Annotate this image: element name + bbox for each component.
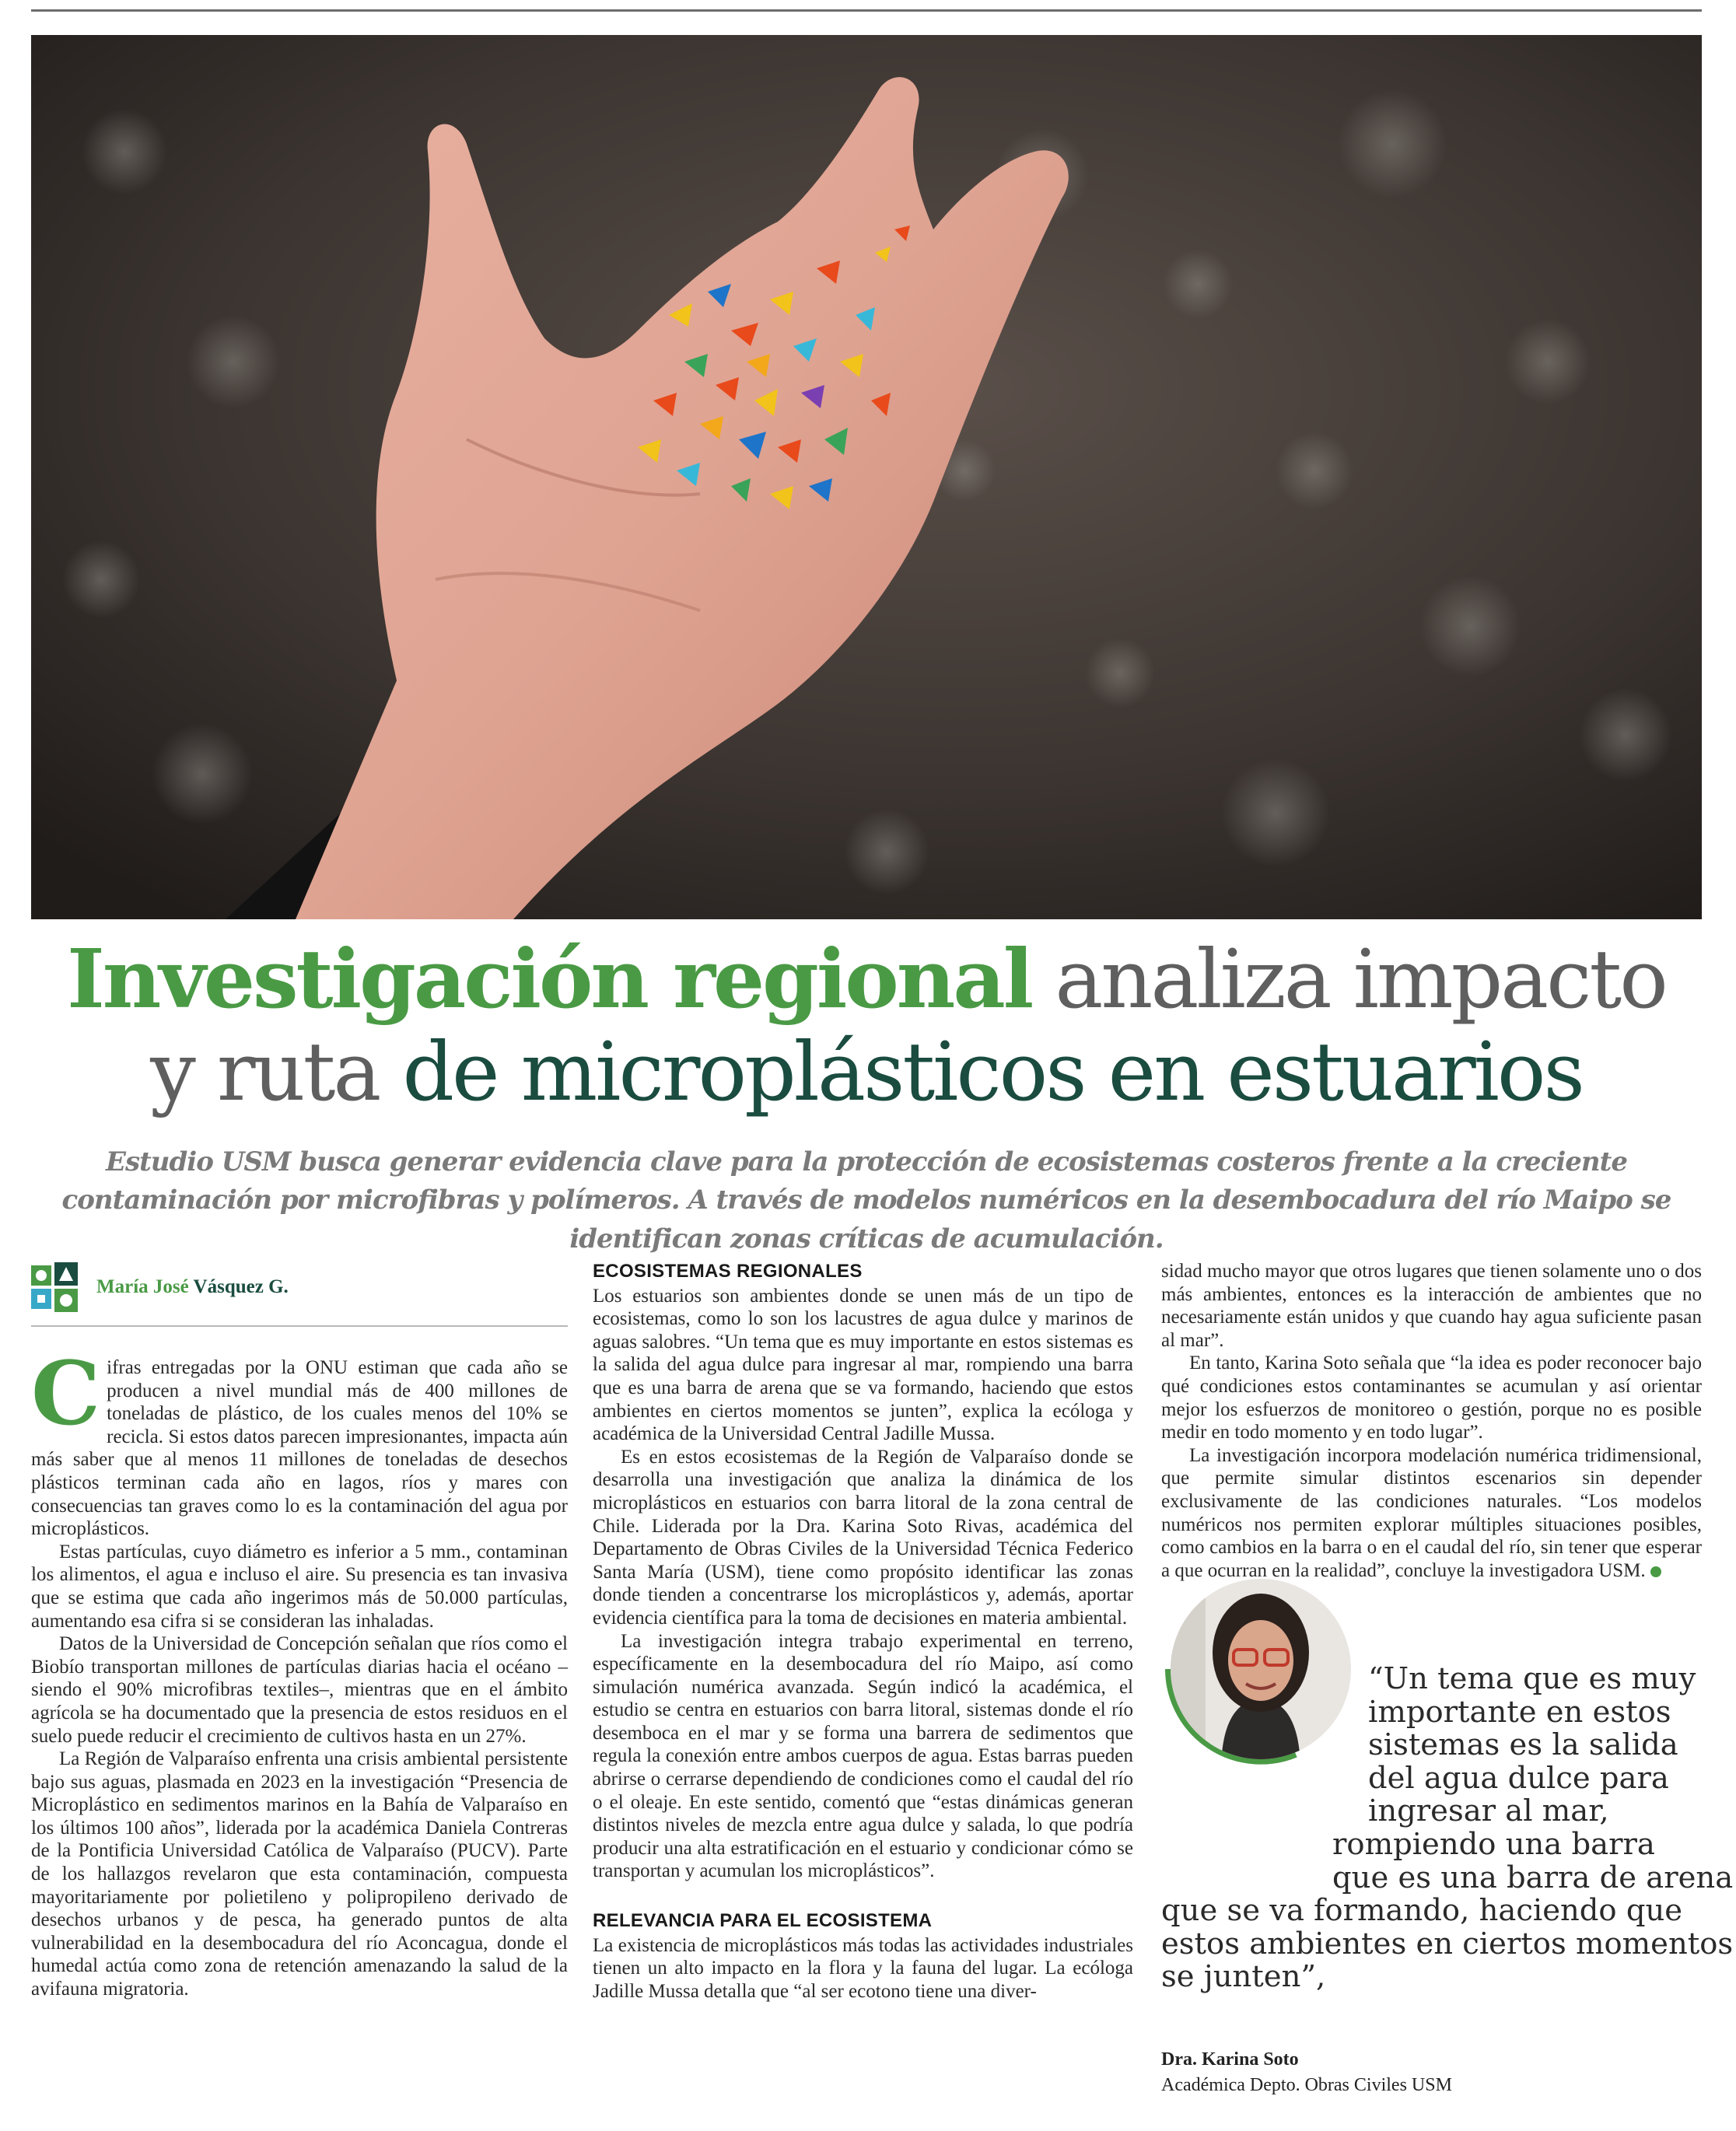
headline-part3: y ruta bbox=[150, 1024, 403, 1119]
paragraph: Es en estos ecosistemas de la Región de Valparaíso donde se desarrolla una investigación que analiza la dinámica de los microplásticos en estuarios con barra litoral de la zona central de Chile. Liderada por la Dra. Karina Soto Rivas, académica del Departamento de Obras Civiles de la Universidad Técnica Federico Santa María (USM), tiene como propósito identificar las zonas donde tienden a concentrarse los microplásticos y, además, aportar evidencia científica para la toma de decisiones en materia ambiental. bbox=[593, 1446, 1133, 1629]
column-2 bbox=[593, 1260, 1133, 2003]
quote-line: que es una barra de arena bbox=[1332, 1860, 1734, 1895]
end-mark-icon bbox=[1650, 1566, 1661, 1577]
pull-quote bbox=[1161, 1661, 1734, 1995]
quote-line: importante en estos bbox=[1368, 1694, 1671, 1730]
paragraph-text: La investigación incorpora modelación numérica tridimensional, que permite simular distintos escenarios sin depender exclusivamente de las condiciones naturales. “Los modelos numéricos nos permiten explorar múltiples situaciones posibles, como cambios en la barra o en el caudal del río, sin tener que esperar a que ocurran en la realidad”, concluye la investigadora USM. bbox=[1161, 1444, 1702, 1581]
subhead-relevancia: RELEVANCIA PARA EL ECOSISTEMA bbox=[593, 1910, 933, 1932]
hand-microplastics-illustration bbox=[31, 35, 1702, 919]
quote-line: se junten”, bbox=[1161, 1959, 1326, 1995]
paragraph: La Región de Valparaíso enfrenta una crisis ambiental persistente bajo sus aguas, plasmada en 2023 en la investigación “Presencia de Microplástico en sedimentos marinos en la Bahía de Valparaíso en los últimos 100 años”, liderada por la académica Daniela Contreras de la Pontificia Universidad Católica de Valparaíso (PUCV). Parte de los hallazgos revelaron que esta contaminación, compuesta mayoritariamente por polietileno y polipropileno derivado de desechos urbanos y de pesca, ha generado puntos de alta vulnerabilidad en la desembocadura del río Aconcagua, donde el humedal actúa como zona de retención amenazando la salud de la avifauna migratoria. bbox=[31, 1748, 568, 2000]
column-3 bbox=[1161, 1260, 1702, 1582]
byline-last: Vásquez G. bbox=[193, 1276, 289, 1298]
quote-line: del agua dulce para bbox=[1368, 1760, 1669, 1796]
quote-line: estos ambientes en ciertos momentos bbox=[1161, 1926, 1734, 1961]
quote-attribution-name: Dra. Karina Soto bbox=[1161, 2049, 1299, 2070]
dropcap: C bbox=[31, 1343, 101, 1445]
hero-photo bbox=[31, 35, 1702, 919]
quote-attribution-role: Académica Depto. Obras Civiles USM bbox=[1161, 2075, 1452, 2095]
paragraph: Datos de la Universidad de Concepción señalan que ríos como el Biobío transportan millones de partículas diarias hacia el océano –siendo el 90% microfibras textiles–, mientras que en el ámbito agrícola se ha documentado que la presencia de estos residuos en el suelo puede reducir el crecimiento de cultivos hasta en un 27%. bbox=[31, 1633, 568, 1747]
byline-first: María José bbox=[96, 1276, 189, 1298]
paragraph: Los estuarios son ambientes donde se unen más de un tipo de ecosistemas, como lo son los lacustres de agua dulce y marinos de aguas salobres. “Un tema que es muy importante en estos sistemas es la salida del agua dulce para ingresar al mar, rompiendo una barra que es una barra de arena que se va formando, haciendo que estos ambientes en ciertos momentos se junten”, explica la ecóloga y académica de la Universidad Central Jadille Mussa. bbox=[593, 1285, 1133, 1445]
paragraph: sidad mucho mayor que otros lugares que tienen solamente uno o dos más ambientes, entonces es la interacción de ambientes que no necesariamente están unidos y que cuando hay agua suficiente pasan al mar”. bbox=[1161, 1261, 1702, 1351]
quote-line: sistemas es la salida bbox=[1368, 1727, 1678, 1763]
paragraph: Estas partículas, cuyo diámetro es inferior a 5 mm., contaminan los alimentos, el agua e incluso el aire. Su presencia es tan invasiva que se estima que cada año ingerimos más de 50.000 partículas, aumentando esa cifra si se consideran las inhaladas. bbox=[31, 1541, 568, 1632]
paragraph bbox=[1161, 1444, 1702, 1583]
lede: Estudio USM busca generar evidencia clave para la protección de ecosistemas costeros frente a la creciente contaminación por microfibras y polímeros. A través de modelos numéricos en la desembocadura del río Maipo se identifican zonas críticas de acumulación. bbox=[61, 1146, 1671, 1254]
byline-author bbox=[96, 1275, 289, 1299]
headline bbox=[31, 933, 1702, 1118]
column-1 bbox=[31, 1260, 568, 2001]
paragraph bbox=[31, 1343, 568, 1541]
quote-line: “Un tema que es muy bbox=[1368, 1661, 1696, 1696]
headline-part4: de microplásticos en estuarios bbox=[402, 1024, 1583, 1119]
top-rule bbox=[31, 9, 1702, 12]
byline bbox=[31, 1260, 568, 1327]
newspaper-logo-icon bbox=[31, 1262, 81, 1312]
paragraph: La investigación integra trabajo experimental en terreno, específicamente en la desembocadura del río Maipo, así como simulación numérica avanzada. Según indicó la académica, el estudio se centra en estuarios con barra litoral, sistemas donde el río desemboca en el mar y se forma una barrera de sedimentos que regula la conexión entre ambos cuerpos de agua. Estas barras pueden abrirse o cerrarse dependiendo de condiciones como el caudal del río o el oleaje. En este sentido, comentó que “estas dinámicas generan distintos niveles de mezcla entre agua dulce y salada, lo que podría producir una alta estratificación en el estuario y condicionar cómo se transportan y acumulan los microplásticos”. bbox=[593, 1630, 1133, 1882]
headline-part1: Investigación regional bbox=[67, 931, 1032, 1027]
paragraph: La existencia de microplásticos más todas las actividades industriales tienen un alto impacto en la flora y la fauna del lugar. La ecóloga Jadille Mussa detalla que “al ser ecotono tiene una diver- bbox=[593, 1934, 1133, 2002]
headline-part2: analiza impacto bbox=[1031, 932, 1666, 1027]
quote-line: que se va formando, haciendo que bbox=[1161, 1893, 1683, 1929]
subhead-ecosistemas: ECOSISTEMAS REGIONALES bbox=[593, 1261, 863, 1282]
paragraph-text: ifras entregadas por la ONU estiman que cada año se producen a nivel mundial más de 400 millones de toneladas de plástico, de los cuales menos del 10% se recicla. Si estos datos parecen impresionantes, impacta aún más saber que al menos 11 millones de toneladas de desechos plásticos terminan cada año en lagos, ríos y mares con consecuencias tan graves como lo es la contaminación del agua por microplásticos. bbox=[31, 1357, 568, 1540]
paragraph: En tanto, Karina Soto señala que “la idea es poder reconocer bajo qué condiciones estos contaminantes se acumulan y así orientar mejor los esfuerzos de monitoreo o gestión, porque no es posible medir en todo momento y en todo lugar”. bbox=[1161, 1352, 1702, 1443]
quote-line: rompiendo una barra bbox=[1332, 1826, 1655, 1862]
quote-line: ingresar al mar, bbox=[1368, 1793, 1609, 1829]
